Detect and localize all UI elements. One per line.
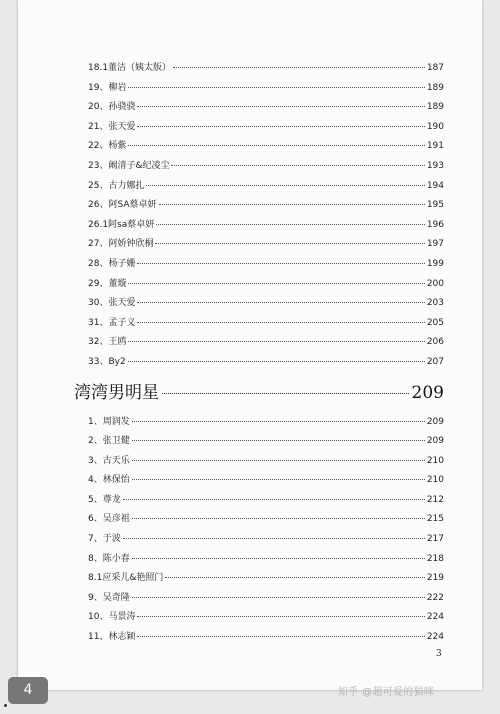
toc-entry[interactable] [88, 334, 444, 354]
leader-dots [137, 636, 424, 637]
toc-entry-page: 206 [426, 337, 444, 348]
leader-dots [146, 185, 424, 186]
toc-entry-label: 5、尊龙 [88, 494, 121, 505]
toc-entry-page: 212 [426, 494, 444, 505]
toc-entry-label: 18.1董洁（姨太版） [88, 63, 172, 73]
toc-entry[interactable] [88, 315, 444, 335]
toc-entry[interactable] [88, 178, 444, 198]
toc-entry-page: 195 [426, 200, 444, 211]
toc-entry-page: 215 [426, 514, 444, 525]
leader-dots [132, 440, 425, 441]
section-page-number: 209 [411, 382, 444, 403]
toc-entry-label: 21、张天爱 [88, 121, 136, 132]
section-title: 湾湾男明星 [74, 382, 159, 403]
toc-entry-page: 210 [426, 475, 444, 486]
toc-entry-label: 26.1阿sa蔡卓妍 [88, 219, 155, 230]
leader-dots [123, 499, 425, 500]
toc-entry-page: 189 [426, 82, 444, 93]
toc-group-1 [88, 60, 444, 374]
leader-dots [165, 577, 424, 578]
toc-entry[interactable] [88, 511, 444, 531]
toc-entry[interactable] [88, 236, 444, 256]
document-page [18, 0, 482, 690]
toc-entry-page: 194 [426, 180, 444, 191]
toc-entry-label: 6、吴彦祖 [88, 514, 130, 525]
toc-entry-label: 8.1应采儿&艳照门 [88, 573, 164, 584]
leader-dots [132, 558, 425, 559]
toc-entry-page: 190 [426, 121, 444, 132]
toc-entry-page: 189 [426, 102, 444, 113]
leader-dots [137, 263, 424, 264]
leader-dots [132, 479, 425, 480]
toc-entry-page: 218 [426, 553, 444, 564]
toc-entry-label: 20、孙骁骁 [88, 102, 136, 113]
toc-entry[interactable] [88, 472, 444, 492]
toc-entry-page: 209 [426, 416, 444, 427]
toc-entry[interactable] [88, 609, 444, 629]
toc-entry[interactable] [88, 590, 444, 610]
toc-entry-label: 2、张卫健 [88, 436, 130, 447]
page-indicator-badge[interactable]: 4 [8, 677, 48, 704]
toc-entry[interactable] [88, 531, 444, 551]
leader-dots [137, 302, 424, 303]
toc-entry-label: 4、林保怡 [88, 475, 130, 486]
leader-dots [132, 518, 425, 519]
toc-entry-page: 199 [426, 258, 444, 269]
toc-entry-label: 3、古天乐 [88, 455, 130, 466]
leader-dots [128, 283, 424, 284]
toc-entry[interactable] [88, 354, 444, 374]
leader-dots [171, 165, 424, 166]
toc-entry[interactable] [88, 570, 444, 590]
toc-entry[interactable] [88, 453, 444, 473]
toc-entry-label: 33、By2 [88, 356, 126, 367]
table-of-contents [74, 60, 444, 649]
leader-dots [132, 597, 425, 598]
toc-entry-page: 205 [426, 317, 444, 328]
toc-entry-page: 224 [426, 612, 444, 623]
leader-dots [137, 126, 424, 127]
toc-entry-label: 11、林志颖 [88, 632, 136, 643]
toc-entry-label: 28、杨子姗 [88, 258, 136, 269]
leader-dots [159, 204, 425, 205]
toc-entry[interactable] [88, 256, 444, 276]
toc-entry[interactable] [88, 119, 444, 139]
leader-dots [132, 421, 425, 422]
toc-entry[interactable] [88, 492, 444, 512]
leader-dots [132, 460, 425, 461]
leader-dots [128, 361, 425, 362]
toc-entry-page: 210 [426, 455, 444, 466]
page-number: 3 [436, 649, 442, 659]
toc-entry[interactable] [88, 551, 444, 571]
toc-entry-page: 193 [426, 160, 444, 171]
toc-entry-page: 219 [426, 573, 444, 584]
toc-entry-page: 224 [426, 632, 444, 643]
toc-entry[interactable] [88, 276, 444, 296]
leader-dots [128, 145, 424, 146]
toc-group-2 [88, 414, 444, 649]
toc-entry[interactable] [88, 60, 444, 80]
toc-entry-page: 209 [426, 436, 444, 447]
leader-dots [155, 243, 424, 244]
watermark: 知乎 @超可爱的猫咪 [338, 687, 435, 698]
toc-entry[interactable] [88, 197, 444, 217]
leader-dots [128, 87, 424, 88]
toc-entry-page: 196 [426, 219, 444, 230]
toc-entry-page: 200 [426, 278, 444, 289]
leader-dots [137, 106, 424, 107]
toc-entry[interactable] [88, 414, 444, 434]
toc-entry[interactable] [88, 217, 444, 237]
toc-entry-label: 30、张天爱 [88, 298, 136, 309]
toc-entry-label: 10、马景涛 [88, 612, 136, 623]
toc-entry-page: 197 [426, 239, 444, 250]
toc-entry-label: 29、董璇 [88, 278, 127, 289]
toc-entry-label: 27、阿娇钟欣桐 [88, 239, 154, 250]
toc-entry-label: 25、古力娜扎 [88, 180, 145, 191]
leader-dots [173, 67, 425, 68]
toc-entry-label: 19、柳岩 [88, 82, 127, 93]
toc-entry-label: 26、阿SA蔡卓妍 [88, 200, 157, 211]
toc-entry[interactable] [88, 99, 444, 119]
leader-dots [123, 538, 425, 539]
toc-section-heading[interactable] [74, 378, 444, 414]
leader-dots [137, 322, 424, 323]
leader-dots [156, 224, 425, 225]
toc-entry-label: 22、杨紫 [88, 141, 127, 152]
leader-dots [128, 341, 424, 342]
toc-entry[interactable] [88, 138, 444, 158]
toc-entry-page: 187 [426, 63, 444, 73]
toc-entry-page: 222 [426, 592, 444, 603]
toc-entry-page: 217 [426, 534, 444, 545]
toc-entry[interactable] [88, 80, 444, 100]
toc-entry-page: 207 [426, 356, 444, 367]
toc-entry-label: 23、阚清子&纪凌尘 [88, 160, 170, 171]
toc-entry[interactable] [88, 433, 444, 453]
toc-entry-label: 1、周润发 [88, 416, 130, 427]
toc-entry-label: 7、于波 [88, 534, 121, 545]
toc-entry-label: 32、王鸥 [88, 337, 127, 348]
toc-entry[interactable] [88, 629, 444, 649]
leader-dots [137, 616, 424, 617]
toc-entry-page: 191 [426, 141, 444, 152]
toc-entry[interactable] [88, 158, 444, 178]
toc-entry-label: 9、吴奇隆 [88, 592, 130, 603]
leader-dots [162, 393, 409, 394]
toc-entry-page: 203 [426, 298, 444, 309]
toc-entry-label: 31、孟子义 [88, 317, 136, 328]
toc-entry-label: 8、陈小春 [88, 553, 130, 564]
corner-dot [4, 704, 7, 707]
toc-entry[interactable] [88, 295, 444, 315]
